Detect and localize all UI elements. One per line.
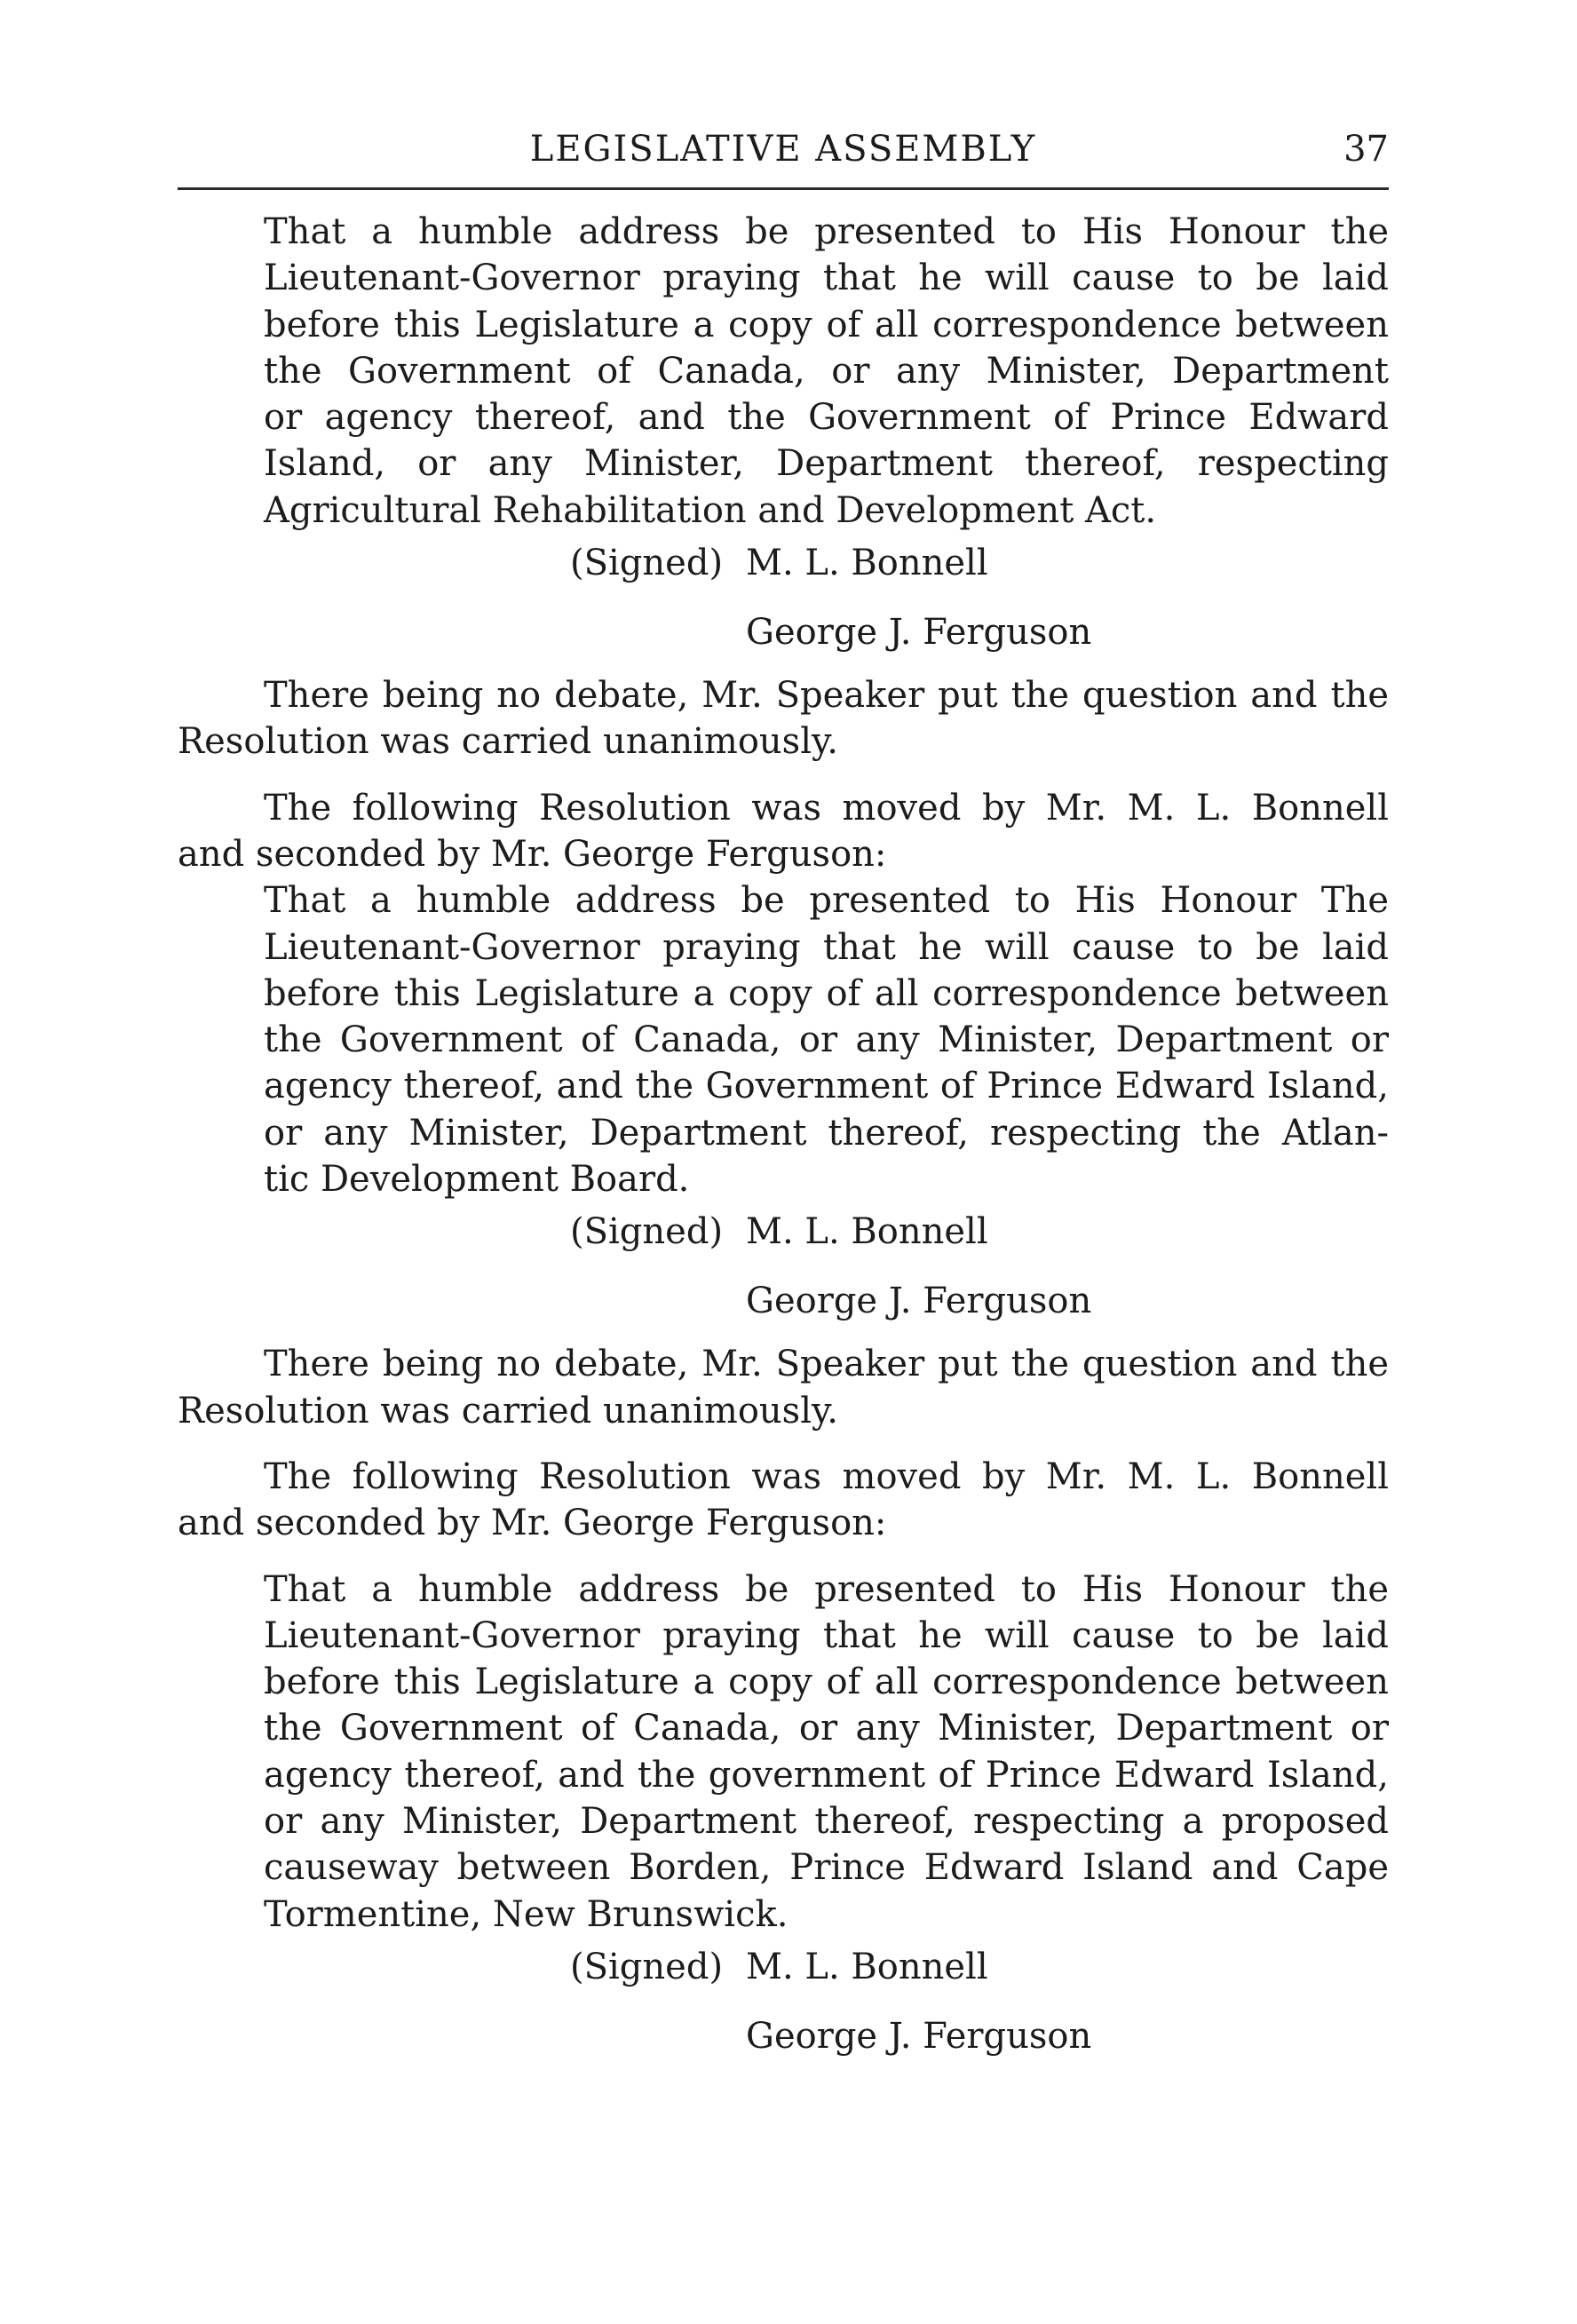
text-line: The following Resolution was moved by Mr. M. L. Bonnell bbox=[264, 787, 1389, 829]
text-line: and seconded by Mr. George Ferguson: bbox=[178, 833, 887, 875]
text-line: causeway between Borden, Prince Edward Island and Cape bbox=[264, 1847, 1389, 1889]
header-rule bbox=[178, 187, 1389, 190]
debate-note-2 bbox=[264, 1341, 1389, 1387]
signatory-name: M. L. Bonnell bbox=[746, 543, 988, 584]
text-line: before this Legislature a copy of all correspondence between bbox=[264, 1662, 1389, 1703]
running-header-title: LEGISLATIVE ASSEMBLY bbox=[529, 129, 1037, 170]
text-line: agency thereof, and the Government of Prince Edward Island, bbox=[264, 1066, 1389, 1107]
page-number: 37 bbox=[1343, 129, 1389, 170]
text-line: before this Legislature a copy of all correspondence between bbox=[264, 972, 1389, 1014]
text-line: before this Legislature a copy of all correspondence between bbox=[264, 304, 1389, 345]
text-line: Agricultural Rehabilitation and Development Act. bbox=[264, 489, 1157, 531]
signatory-name: M. L. Bonnell bbox=[746, 1946, 988, 1987]
text-line: tic Development Board. bbox=[264, 1159, 690, 1201]
text-line: Tormentine, New Brunswick. bbox=[264, 1893, 788, 1935]
signature-line-6 bbox=[178, 2007, 1389, 2076]
signature-line-4 bbox=[178, 1272, 1389, 1341]
text-line: Resolution was carried unanimously. bbox=[178, 1390, 839, 1432]
text-line: or any Minister, Department thereof, respecting a proposed bbox=[264, 1801, 1389, 1843]
text-line: agency thereof, and the government of Prince Edward Island, bbox=[264, 1754, 1389, 1796]
signed-label: (Signed) bbox=[570, 1946, 724, 1987]
resolution-text-3 bbox=[264, 1567, 1389, 1938]
text-line: and seconded by Mr. George Ferguson: bbox=[178, 1503, 887, 1544]
signed-label: (Signed) bbox=[570, 1211, 724, 1253]
signature-line-5 bbox=[178, 1938, 1389, 2007]
signatory-name: George J. Ferguson bbox=[746, 1281, 1092, 1322]
text-line: or agency thereof, and the Government of Prince Edward bbox=[264, 397, 1389, 439]
text-line: the Government of Canada, or any Minister, Department or bbox=[264, 1019, 1389, 1061]
text-line: the Government of Canada, or any Minister, Department bbox=[264, 350, 1389, 392]
motion-note-1 bbox=[264, 785, 1389, 831]
paragraph-gap bbox=[178, 765, 1389, 785]
body-text bbox=[178, 209, 1389, 2076]
text-line: or any Minister, Department thereof, respecting the Atlan- bbox=[264, 1112, 1389, 1154]
signatory-name: M. L. Bonnell bbox=[746, 1211, 988, 1253]
signatory-name: George J. Ferguson bbox=[746, 612, 1092, 654]
text-line: Lieutenant-Governor praying that he will cause to be laid bbox=[264, 1614, 1389, 1656]
text-line: Lieutenant-Governor praying that he will cause to be laid bbox=[264, 926, 1389, 968]
signed-label: (Signed) bbox=[570, 543, 724, 584]
signatory-name: George J. Ferguson bbox=[746, 2015, 1092, 2057]
motion-note-2 bbox=[264, 1454, 1389, 1500]
text-line: That a humble address be presented to His Honour The bbox=[264, 880, 1389, 922]
text-line: The following Resolution was moved by Mr. M. L. Bonnell bbox=[264, 1455, 1389, 1497]
paragraph-gap bbox=[178, 1547, 1389, 1567]
text-line: There being no debate, Mr. Speaker put the question and the bbox=[264, 675, 1389, 717]
resolution-text-2 bbox=[264, 877, 1389, 1202]
running-header bbox=[178, 129, 1389, 182]
signature-line-2 bbox=[178, 603, 1389, 672]
resolution-text-1 bbox=[264, 209, 1389, 534]
motion-note-1-cont bbox=[178, 831, 1389, 877]
text-line: There being no debate, Mr. Speaker put the question and the bbox=[264, 1344, 1389, 1385]
text-line: Resolution was carried unanimously. bbox=[178, 721, 839, 763]
debate-note-1-cont bbox=[178, 718, 1389, 765]
paragraph-gap bbox=[178, 1434, 1389, 1454]
text-line: the Government of Canada, or any Minister, Department or bbox=[264, 1708, 1389, 1749]
debate-note-2-cont bbox=[178, 1388, 1389, 1434]
text-line: Island, or any Minister, Department thereof, respecting bbox=[264, 443, 1389, 485]
motion-note-2-cont bbox=[178, 1500, 1389, 1546]
text-line: That a humble address be presented to His Honour the bbox=[264, 1568, 1389, 1610]
text-line: Lieutenant-Governor praying that he will cause to be laid bbox=[264, 258, 1389, 299]
signature-line-3 bbox=[178, 1202, 1389, 1272]
debate-note-1 bbox=[264, 672, 1389, 718]
text-line: That a humble address be presented to His Honour the bbox=[264, 211, 1389, 252]
signature-line-1 bbox=[178, 534, 1389, 603]
